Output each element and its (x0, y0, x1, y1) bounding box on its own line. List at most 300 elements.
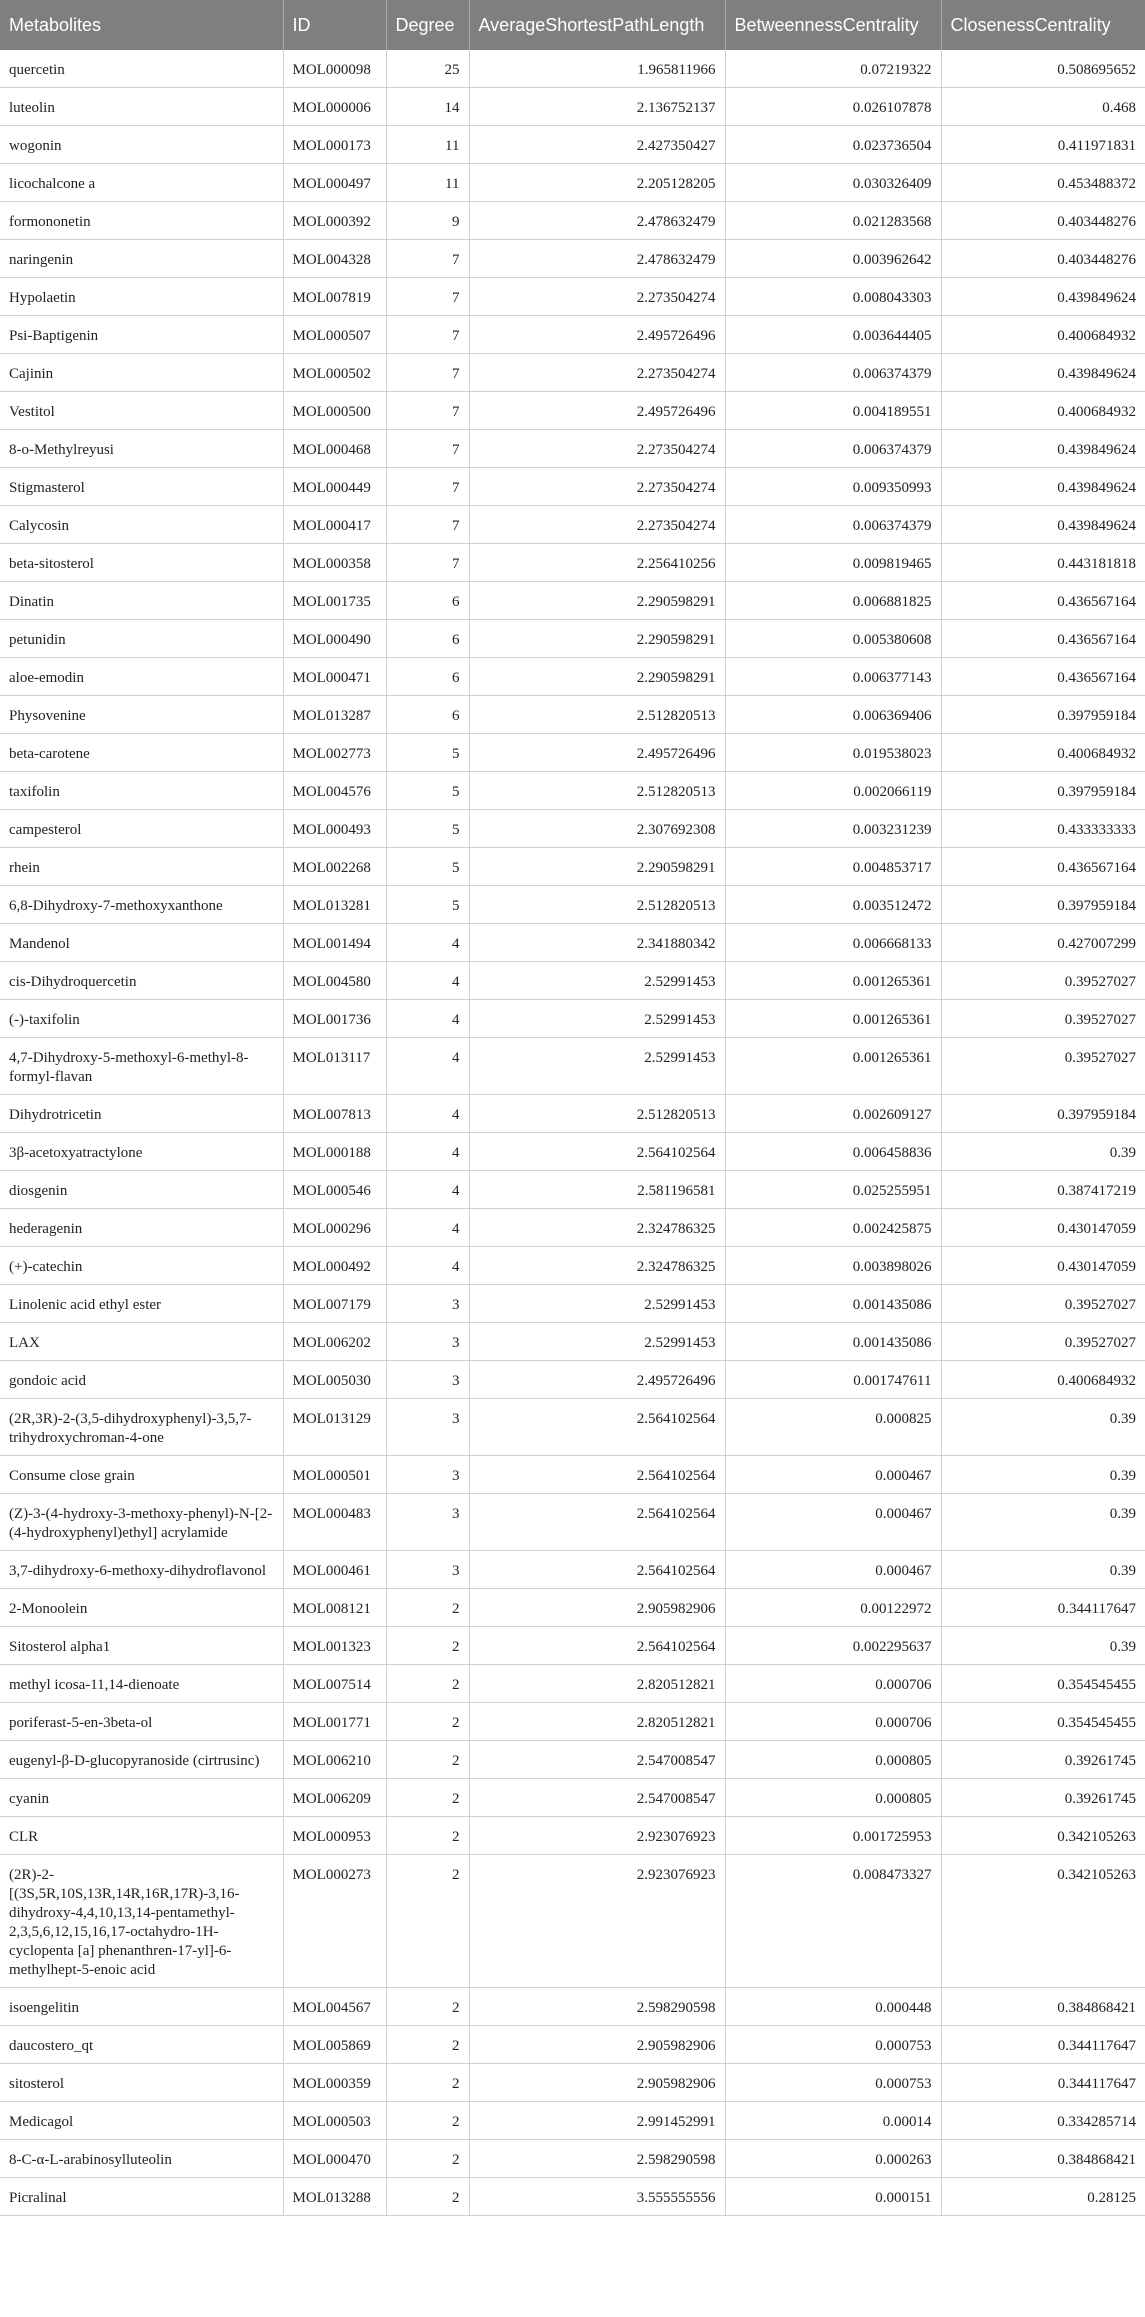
degree-cell: 2 (386, 2064, 469, 2102)
betweenness-cell: 0.000151 (725, 2178, 941, 2216)
closeness-cell: 0.453488372 (941, 164, 1145, 202)
table-row (0, 1988, 1145, 2026)
id-cell: MOL000502 (283, 354, 386, 392)
metabolite-cell: naringenin (0, 240, 283, 278)
table-row (0, 1551, 1145, 1589)
closeness-cell: 0.39261745 (941, 1779, 1145, 1817)
degree-cell: 2 (386, 1741, 469, 1779)
betweenness-cell: 0.006374379 (725, 430, 941, 468)
closeness-cell: 0.400684932 (941, 392, 1145, 430)
degree-cell: 3 (386, 1285, 469, 1323)
metabolite-cell: 2-Monoolein (0, 1589, 283, 1627)
closeness-cell: 0.342105263 (941, 1855, 1145, 1988)
degree-cell: 3 (386, 1456, 469, 1494)
closeness-cell: 0.430147059 (941, 1247, 1145, 1285)
closeness-cell: 0.342105263 (941, 1817, 1145, 1855)
id-cell: MOL001771 (283, 1703, 386, 1741)
table-row (0, 2178, 1145, 2216)
avg-path-length-cell: 2.512820513 (469, 886, 725, 924)
degree-cell: 7 (386, 278, 469, 316)
betweenness-cell: 0.002425875 (725, 1209, 941, 1247)
table-row (0, 962, 1145, 1000)
header-id: ID (283, 0, 386, 50)
id-cell: MOL013288 (283, 2178, 386, 2216)
degree-cell: 3 (386, 1494, 469, 1551)
metabolite-cell: Cajinin (0, 354, 283, 392)
table-row (0, 1000, 1145, 1038)
closeness-cell: 0.39 (941, 1133, 1145, 1171)
header-degree: Degree (386, 0, 469, 50)
avg-path-length-cell: 2.905982906 (469, 2026, 725, 2064)
metabolite-cell: gondoic acid (0, 1361, 283, 1399)
avg-path-length-cell: 2.564102564 (469, 1551, 725, 1589)
avg-path-length-cell: 2.52991453 (469, 1323, 725, 1361)
id-cell: MOL007514 (283, 1665, 386, 1703)
closeness-cell: 0.39 (941, 1551, 1145, 1589)
metabolite-cell: Consume close grain (0, 1456, 283, 1494)
closeness-cell: 0.397959184 (941, 1095, 1145, 1133)
header-betweenness-centrality: BetweennessCentrality (725, 0, 941, 50)
table-row (0, 1494, 1145, 1551)
id-cell: MOL000449 (283, 468, 386, 506)
table-row (0, 2064, 1145, 2102)
id-cell: MOL000501 (283, 1456, 386, 1494)
metabolite-cell: beta-sitosterol (0, 544, 283, 582)
degree-cell: 7 (386, 430, 469, 468)
id-cell: MOL000006 (283, 88, 386, 126)
id-cell: MOL006209 (283, 1779, 386, 1817)
betweenness-cell: 0.000467 (725, 1494, 941, 1551)
degree-cell: 2 (386, 1703, 469, 1741)
avg-path-length-cell: 2.273504274 (469, 278, 725, 316)
degree-cell: 4 (386, 1247, 469, 1285)
avg-path-length-cell: 2.923076923 (469, 1817, 725, 1855)
degree-cell: 7 (386, 392, 469, 430)
closeness-cell: 0.384868421 (941, 1988, 1145, 2026)
metabolite-cell: Physovenine (0, 696, 283, 734)
metabolite-cell: (-)-taxifolin (0, 1000, 283, 1038)
betweenness-cell: 0.003644405 (725, 316, 941, 354)
id-cell: MOL000359 (283, 2064, 386, 2102)
id-cell: MOL013129 (283, 1399, 386, 1456)
id-cell: MOL002773 (283, 734, 386, 772)
id-cell: MOL006210 (283, 1741, 386, 1779)
id-cell: MOL000468 (283, 430, 386, 468)
metabolite-cell: quercetin (0, 50, 283, 88)
table-row (0, 202, 1145, 240)
metabolite-cell: 8-C-α-L-arabinosylluteolin (0, 2140, 283, 2178)
degree-cell: 2 (386, 1988, 469, 2026)
betweenness-cell: 0.025255951 (725, 1171, 941, 1209)
table-row (0, 620, 1145, 658)
closeness-cell: 0.387417219 (941, 1171, 1145, 1209)
degree-cell: 6 (386, 620, 469, 658)
avg-path-length-cell: 2.307692308 (469, 810, 725, 848)
header-closeness-centrality: ClosenessCentrality (941, 0, 1145, 50)
closeness-cell: 0.28125 (941, 2178, 1145, 2216)
table-row (0, 1589, 1145, 1627)
id-cell: MOL001323 (283, 1627, 386, 1665)
closeness-cell: 0.39527027 (941, 962, 1145, 1000)
closeness-cell: 0.439849624 (941, 430, 1145, 468)
degree-cell: 7 (386, 468, 469, 506)
id-cell: MOL007179 (283, 1285, 386, 1323)
degree-cell: 5 (386, 734, 469, 772)
degree-cell: 7 (386, 544, 469, 582)
closeness-cell: 0.334285714 (941, 2102, 1145, 2140)
closeness-cell: 0.443181818 (941, 544, 1145, 582)
betweenness-cell: 0.004189551 (725, 392, 941, 430)
table-row (0, 924, 1145, 962)
degree-cell: 4 (386, 1038, 469, 1095)
betweenness-cell: 0.021283568 (725, 202, 941, 240)
table-row (0, 126, 1145, 164)
avg-path-length-cell: 2.324786325 (469, 1209, 725, 1247)
avg-path-length-cell: 2.273504274 (469, 506, 725, 544)
avg-path-length-cell: 2.564102564 (469, 1627, 725, 1665)
metabolite-cell: (+)-catechin (0, 1247, 283, 1285)
avg-path-length-cell: 2.598290598 (469, 1988, 725, 2026)
betweenness-cell: 0.006369406 (725, 696, 941, 734)
metabolite-cell: 8-o-Methylreyusi (0, 430, 283, 468)
degree-cell: 4 (386, 1095, 469, 1133)
closeness-cell: 0.400684932 (941, 316, 1145, 354)
closeness-cell: 0.427007299 (941, 924, 1145, 962)
table-row (0, 1456, 1145, 1494)
betweenness-cell: 0.005380608 (725, 620, 941, 658)
betweenness-cell: 0.001725953 (725, 1817, 941, 1855)
table-row (0, 1133, 1145, 1171)
table-row (0, 354, 1145, 392)
betweenness-cell: 0.009350993 (725, 468, 941, 506)
degree-cell: 2 (386, 1627, 469, 1665)
header-row (0, 0, 1145, 50)
degree-cell: 4 (386, 1133, 469, 1171)
betweenness-cell: 0.000706 (725, 1665, 941, 1703)
table-row (0, 50, 1145, 88)
avg-path-length-cell: 2.52991453 (469, 1038, 725, 1095)
id-cell: MOL000546 (283, 1171, 386, 1209)
avg-path-length-cell: 2.820512821 (469, 1665, 725, 1703)
table-row (0, 2102, 1145, 2140)
avg-path-length-cell: 2.52991453 (469, 1000, 725, 1038)
closeness-cell: 0.411971831 (941, 126, 1145, 164)
avg-path-length-cell: 2.512820513 (469, 1095, 725, 1133)
id-cell: MOL000296 (283, 1209, 386, 1247)
metabolite-cell: Stigmasterol (0, 468, 283, 506)
table-row (0, 1855, 1145, 1988)
metabolite-cell: formononetin (0, 202, 283, 240)
table-row (0, 1285, 1145, 1323)
metabolite-cell: luteolin (0, 88, 283, 126)
metabolite-cell: Picralinal (0, 2178, 283, 2216)
degree-cell: 2 (386, 1817, 469, 1855)
betweenness-cell: 0.006458836 (725, 1133, 941, 1171)
betweenness-cell: 0.000805 (725, 1779, 941, 1817)
table-row (0, 1323, 1145, 1361)
degree-cell: 6 (386, 696, 469, 734)
table-row (0, 1038, 1145, 1095)
avg-path-length-cell: 2.905982906 (469, 1589, 725, 1627)
table-row (0, 1817, 1145, 1855)
betweenness-cell: 0.002066119 (725, 772, 941, 810)
id-cell: MOL000392 (283, 202, 386, 240)
table-row (0, 772, 1145, 810)
table-row (0, 430, 1145, 468)
betweenness-cell: 0.003231239 (725, 810, 941, 848)
closeness-cell: 0.439849624 (941, 354, 1145, 392)
metabolite-cell: cis-Dihydroquercetin (0, 962, 283, 1000)
id-cell: MOL000492 (283, 1247, 386, 1285)
id-cell: MOL006202 (283, 1323, 386, 1361)
betweenness-cell: 0.008043303 (725, 278, 941, 316)
avg-path-length-cell: 3.555555556 (469, 2178, 725, 2216)
betweenness-cell: 0.003898026 (725, 1247, 941, 1285)
betweenness-cell: 0.001265361 (725, 1000, 941, 1038)
avg-path-length-cell: 2.512820513 (469, 696, 725, 734)
closeness-cell: 0.39 (941, 1494, 1145, 1551)
degree-cell: 2 (386, 1855, 469, 1988)
avg-path-length-cell: 2.547008547 (469, 1741, 725, 1779)
table-row (0, 582, 1145, 620)
degree-cell: 4 (386, 1171, 469, 1209)
table-row (0, 848, 1145, 886)
betweenness-cell: 0.001265361 (725, 962, 941, 1000)
avg-path-length-cell: 2.256410256 (469, 544, 725, 582)
degree-cell: 3 (386, 1551, 469, 1589)
metabolite-cell: Mandenol (0, 924, 283, 962)
table-body (0, 50, 1145, 2216)
degree-cell: 5 (386, 886, 469, 924)
id-cell: MOL000493 (283, 810, 386, 848)
closeness-cell: 0.354545455 (941, 1703, 1145, 1741)
closeness-cell: 0.384868421 (941, 2140, 1145, 2178)
id-cell: MOL000417 (283, 506, 386, 544)
header-average-shortest-path-length: AverageShortestPathLength (469, 0, 725, 50)
degree-cell: 5 (386, 810, 469, 848)
degree-cell: 11 (386, 164, 469, 202)
table-row (0, 392, 1145, 430)
betweenness-cell: 0.030326409 (725, 164, 941, 202)
degree-cell: 3 (386, 1323, 469, 1361)
id-cell: MOL000483 (283, 1494, 386, 1551)
closeness-cell: 0.403448276 (941, 240, 1145, 278)
betweenness-cell: 0.026107878 (725, 88, 941, 126)
id-cell: MOL000470 (283, 2140, 386, 2178)
degree-cell: 2 (386, 1779, 469, 1817)
closeness-cell: 0.39261745 (941, 1741, 1145, 1779)
id-cell: MOL007819 (283, 278, 386, 316)
table-row (0, 2026, 1145, 2064)
id-cell: MOL008121 (283, 1589, 386, 1627)
closeness-cell: 0.430147059 (941, 1209, 1145, 1247)
id-cell: MOL004328 (283, 240, 386, 278)
degree-cell: 7 (386, 316, 469, 354)
closeness-cell: 0.508695652 (941, 50, 1145, 88)
metabolite-cell: taxifolin (0, 772, 283, 810)
betweenness-cell: 0.00122972 (725, 1589, 941, 1627)
table-row (0, 1627, 1145, 1665)
metabolite-cell: Psi-Baptigenin (0, 316, 283, 354)
betweenness-cell: 0.07219322 (725, 50, 941, 88)
avg-path-length-cell: 2.290598291 (469, 582, 725, 620)
table-row (0, 2140, 1145, 2178)
betweenness-cell: 0.003962642 (725, 240, 941, 278)
metabolite-cell: beta-carotene (0, 734, 283, 772)
closeness-cell: 0.439849624 (941, 468, 1145, 506)
metabolite-cell: CLR (0, 1817, 283, 1855)
table-row (0, 1171, 1145, 1209)
closeness-cell: 0.39 (941, 1627, 1145, 1665)
avg-path-length-cell: 2.324786325 (469, 1247, 725, 1285)
betweenness-cell: 0.006668133 (725, 924, 941, 962)
table-row (0, 1779, 1145, 1817)
betweenness-cell: 0.006374379 (725, 506, 941, 544)
betweenness-cell: 0.019538023 (725, 734, 941, 772)
table-row (0, 1209, 1145, 1247)
closeness-cell: 0.468 (941, 88, 1145, 126)
degree-cell: 3 (386, 1399, 469, 1456)
avg-path-length-cell: 2.290598291 (469, 658, 725, 696)
degree-cell: 2 (386, 2026, 469, 2064)
id-cell: MOL013281 (283, 886, 386, 924)
betweenness-cell: 0.009819465 (725, 544, 941, 582)
table-row (0, 1703, 1145, 1741)
id-cell: MOL000273 (283, 1855, 386, 1988)
degree-cell: 2 (386, 1665, 469, 1703)
avg-path-length-cell: 2.905982906 (469, 2064, 725, 2102)
degree-cell: 7 (386, 354, 469, 392)
closeness-cell: 0.344117647 (941, 1589, 1145, 1627)
id-cell: MOL001735 (283, 582, 386, 620)
betweenness-cell: 0.001435086 (725, 1285, 941, 1323)
avg-path-length-cell: 2.290598291 (469, 620, 725, 658)
avg-path-length-cell: 2.136752137 (469, 88, 725, 126)
closeness-cell: 0.39 (941, 1399, 1145, 1456)
degree-cell: 4 (386, 924, 469, 962)
id-cell: MOL005869 (283, 2026, 386, 2064)
betweenness-cell: 0.003512472 (725, 886, 941, 924)
degree-cell: 2 (386, 2102, 469, 2140)
avg-path-length-cell: 2.581196581 (469, 1171, 725, 1209)
degree-cell: 6 (386, 582, 469, 620)
table-row (0, 658, 1145, 696)
metabolite-cell: poriferast-5-en-3beta-ol (0, 1703, 283, 1741)
closeness-cell: 0.397959184 (941, 886, 1145, 924)
closeness-cell: 0.400684932 (941, 734, 1145, 772)
avg-path-length-cell: 1.965811966 (469, 50, 725, 88)
closeness-cell: 0.436567164 (941, 620, 1145, 658)
closeness-cell: 0.436567164 (941, 848, 1145, 886)
id-cell: MOL004567 (283, 1988, 386, 2026)
avg-path-length-cell: 2.495726496 (469, 1361, 725, 1399)
degree-cell: 14 (386, 88, 469, 126)
degree-cell: 4 (386, 1209, 469, 1247)
betweenness-cell: 0.023736504 (725, 126, 941, 164)
metabolite-cell: LAX (0, 1323, 283, 1361)
metabolite-cell: wogonin (0, 126, 283, 164)
avg-path-length-cell: 2.512820513 (469, 772, 725, 810)
metabolite-cell: methyl icosa-11,14-dienoate (0, 1665, 283, 1703)
betweenness-cell: 0.000467 (725, 1551, 941, 1589)
degree-cell: 3 (386, 1361, 469, 1399)
metabolite-cell: sitosterol (0, 2064, 283, 2102)
id-cell: MOL005030 (283, 1361, 386, 1399)
closeness-cell: 0.39527027 (941, 1285, 1145, 1323)
table-row (0, 1665, 1145, 1703)
closeness-cell: 0.39527027 (941, 1323, 1145, 1361)
table-row (0, 1741, 1145, 1779)
degree-cell: 2 (386, 2140, 469, 2178)
closeness-cell: 0.344117647 (941, 2064, 1145, 2102)
table-row (0, 1361, 1145, 1399)
id-cell: MOL000098 (283, 50, 386, 88)
metabolite-cell: 3,7-dihydroxy-6-methoxy-dihydroflavonol (0, 1551, 283, 1589)
avg-path-length-cell: 2.564102564 (469, 1456, 725, 1494)
table-row (0, 544, 1145, 582)
table-header (0, 0, 1145, 50)
degree-cell: 6 (386, 658, 469, 696)
avg-path-length-cell: 2.564102564 (469, 1133, 725, 1171)
betweenness-cell: 0.000753 (725, 2026, 941, 2064)
betweenness-cell: 0.002295637 (725, 1627, 941, 1665)
betweenness-cell: 0.006374379 (725, 354, 941, 392)
betweenness-cell: 0.000706 (725, 1703, 941, 1741)
degree-cell: 2 (386, 1589, 469, 1627)
table-row (0, 278, 1145, 316)
table-row (0, 1095, 1145, 1133)
header-metabolites: Metabolites (0, 0, 283, 50)
metabolite-cell: diosgenin (0, 1171, 283, 1209)
id-cell: MOL000471 (283, 658, 386, 696)
closeness-cell: 0.436567164 (941, 658, 1145, 696)
avg-path-length-cell: 2.273504274 (469, 468, 725, 506)
closeness-cell: 0.400684932 (941, 1361, 1145, 1399)
metabolite-cell: Medicagol (0, 2102, 283, 2140)
id-cell: MOL000358 (283, 544, 386, 582)
metabolite-cell: Dihydrotricetin (0, 1095, 283, 1133)
betweenness-cell: 0.00014 (725, 2102, 941, 2140)
metabolite-cell: Hypolaetin (0, 278, 283, 316)
id-cell: MOL000461 (283, 1551, 386, 1589)
betweenness-cell: 0.000467 (725, 1456, 941, 1494)
table-row (0, 810, 1145, 848)
metabolite-cell: petunidin (0, 620, 283, 658)
closeness-cell: 0.433333333 (941, 810, 1145, 848)
metabolite-cell: 3β-acetoxyatractylone (0, 1133, 283, 1171)
closeness-cell: 0.354545455 (941, 1665, 1145, 1703)
betweenness-cell: 0.001265361 (725, 1038, 941, 1095)
id-cell: MOL001494 (283, 924, 386, 962)
metabolite-cell: aloe-emodin (0, 658, 283, 696)
degree-cell: 11 (386, 126, 469, 164)
table-row (0, 316, 1145, 354)
avg-path-length-cell: 2.991452991 (469, 2102, 725, 2140)
avg-path-length-cell: 2.273504274 (469, 430, 725, 468)
metabolite-cell: eugenyl-β-D-glucopyranoside (cirtrusinc) (0, 1741, 283, 1779)
id-cell: MOL013117 (283, 1038, 386, 1095)
metabolite-cell: cyanin (0, 1779, 283, 1817)
metabolite-cell: daucostero_qt (0, 2026, 283, 2064)
table-row (0, 1399, 1145, 1456)
degree-cell: 5 (386, 772, 469, 810)
table-row (0, 88, 1145, 126)
id-cell: MOL007813 (283, 1095, 386, 1133)
avg-path-length-cell: 2.547008547 (469, 1779, 725, 1817)
degree-cell: 9 (386, 202, 469, 240)
id-cell: MOL000503 (283, 2102, 386, 2140)
metabolite-cell: Vestitol (0, 392, 283, 430)
